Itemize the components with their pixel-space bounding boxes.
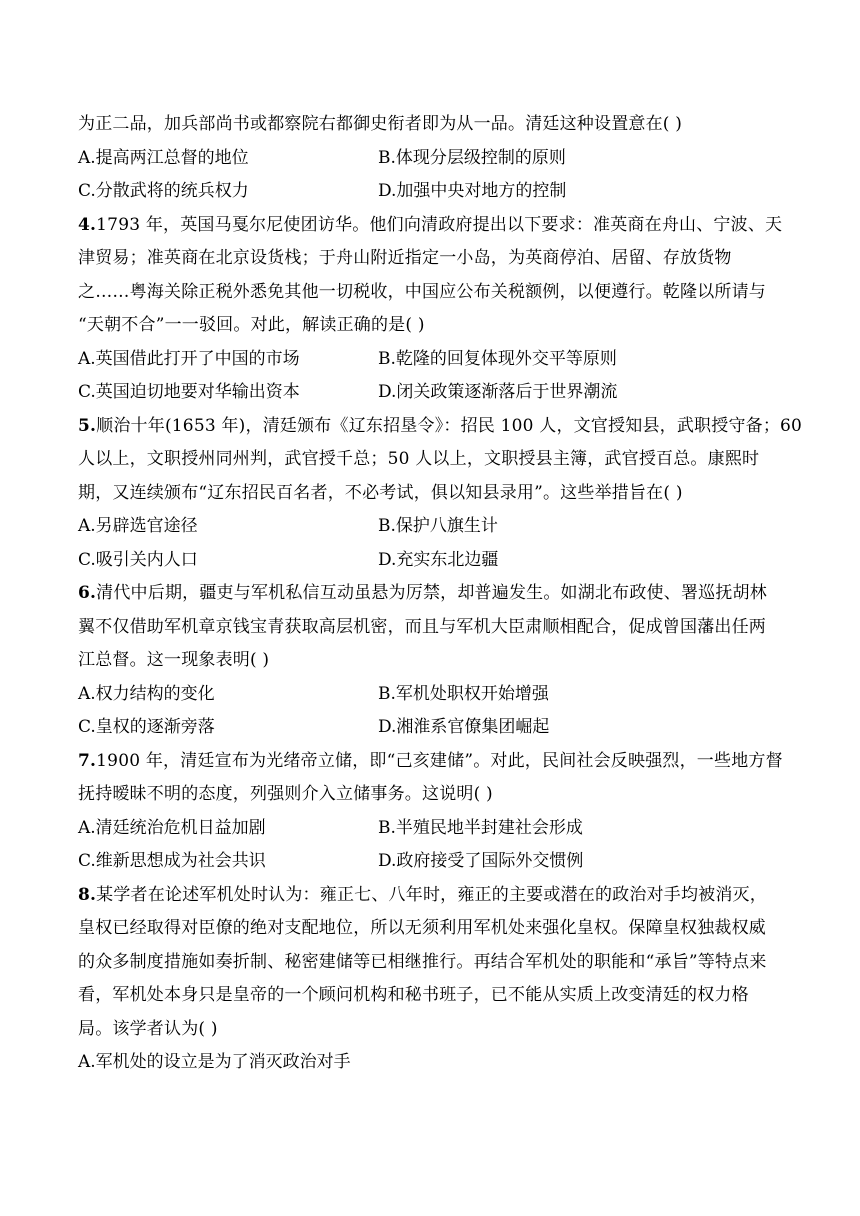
option-c: C.英国迫切地要对华输出资本: [78, 382, 300, 402]
question-page: [78, 108, 803, 1080]
option-a: A.英国借此打开了中国的市场: [78, 348, 300, 369]
question-8-line: 的众多制度措施如奏折制、秘密建储等已相继推行。再结合军机处的职能和“承旨”等特点来: [78, 951, 767, 972]
question-8-line: 皇权已经取得对臣僚的绝对支配地位，所以无须利用军机处来强化皇权。保障皇权独裁权威: [78, 918, 766, 938]
option-b: B.体现分层级控制的原则: [378, 147, 566, 168]
options-row: [78, 678, 784, 712]
option-b: B.保护八旗生计: [378, 516, 498, 536]
question-8-line: [78, 879, 784, 913]
question-number: 8.: [78, 884, 97, 905]
question-4-line: 津贸易；准英商在北京设货栈；于舟山附近指定一小岛，为英商停泊、居留、存放货物: [78, 248, 732, 268]
question-5-line: 人以上，文职授州同州判，武官授千总；50 人以上，文职授县主簿，武官授百总。康熙时: [78, 449, 760, 469]
question-6-line: 江总督。这一现象表明( ): [78, 650, 270, 670]
question-7-line: [78, 745, 784, 779]
question-5-line: [78, 410, 803, 444]
question-6-line: [78, 577, 784, 611]
options-row: [78, 175, 784, 209]
options-row: [78, 544, 784, 578]
option-a: A.清廷统治危机日益加剧: [78, 817, 266, 838]
question-text: 1900 年，清廷宣布为光绪帝立储，即“己亥建储”。对此，民间社会反映强烈，一些地方督: [96, 750, 783, 771]
question-4-line: “天朝不合”一一驳回。对此，解读正确的是( ): [78, 315, 425, 335]
option-a: A.军机处的设立是为了消灭政治对手: [78, 1052, 351, 1072]
question-3-tail: 为正二品，加兵部尚书或都察院右都御史衔者即为从一品。清廷这种设置意在( ): [78, 114, 683, 134]
question-text: 某学者在论述军机处时认为：雍正七、八年时，雍正的主要或潜在的政治对手均被消灭，: [96, 884, 767, 905]
option-c: C.皇权的逐渐旁落: [78, 717, 215, 737]
question-number: 7.: [78, 750, 97, 771]
options-row: [78, 812, 784, 846]
question-8-line: 局。该学者认为( ): [78, 1018, 218, 1039]
question-text: 清代中后期，疆吏与军机私信互动虽悬为厉禁，却普遍发生。如湖北布政使、署巡抚胡林: [96, 583, 767, 603]
question-number: 4.: [78, 214, 97, 235]
question-text: 1793 年，英国马戛尔尼使团访华。他们向清政府提出以下要求：准英商在舟山、宁波、天: [96, 214, 783, 235]
question-6-line: 翼不仅借助军机章京钱宝青获取高层机密，而且与军机大臣肃顺相配合，促成曾国藩出任两: [78, 616, 766, 637]
option-d: D.湘淮系官僚集团崛起: [378, 717, 550, 737]
option-c: C.吸引关内人口: [78, 549, 198, 570]
option-d: D.政府接受了国际外交惯例: [378, 851, 584, 871]
options-row: [78, 510, 784, 544]
question-number: 6.: [78, 583, 97, 603]
option-b: B.半殖民地半封建社会形成: [378, 817, 583, 838]
question-4-line: 之……粤海关除正税外悉免其他一切税收，中国应公布关税额例，以便遵行。乾隆以所请与: [78, 281, 766, 302]
option-c: C.分散武将的统兵权力: [78, 181, 249, 201]
options-row: [78, 1046, 784, 1080]
options-row: [78, 343, 784, 377]
option-b: B.军机处职权开始增强: [378, 683, 549, 704]
option-a: A.提高两江总督的地位: [78, 147, 249, 168]
options-row: [78, 711, 784, 745]
option-c: C.维新思想成为社会共识: [78, 851, 266, 871]
question-8-line: 看，军机处本身只是皇帝的一个顾问机构和秘书班子，已不能从实质上改变清廷的权力格: [78, 985, 749, 1005]
question-number: 5.: [78, 415, 97, 436]
question-4-line: [78, 209, 784, 243]
option-d: D.加强中央对地方的控制: [378, 181, 567, 201]
options-row: [78, 845, 784, 879]
question-5-line: 期，又连续颁布“辽东招民百名者，不必考试，俱以知县录用”。这些举措旨在( ): [78, 482, 683, 503]
option-d: D.充实东北边疆: [378, 549, 499, 570]
options-row: [78, 376, 784, 410]
question-text: 顺治十年(1653 年)，清廷颁布《辽东招垦令》：招民 100 人，文官授知县，武职授守备；60: [96, 415, 803, 436]
option-b: B.乾隆的回复体现外交平等原则: [378, 348, 617, 369]
option-a: A.另辟选官途径: [78, 516, 198, 536]
option-d: D.闭关政策逐渐落后于世界潮流: [378, 382, 618, 402]
options-row: [78, 142, 784, 176]
option-a: A.权力结构的变化: [78, 683, 215, 704]
question-7-line: 抚持暧昧不明的态度，列强则介入立储事务。这说明( ): [78, 784, 493, 804]
